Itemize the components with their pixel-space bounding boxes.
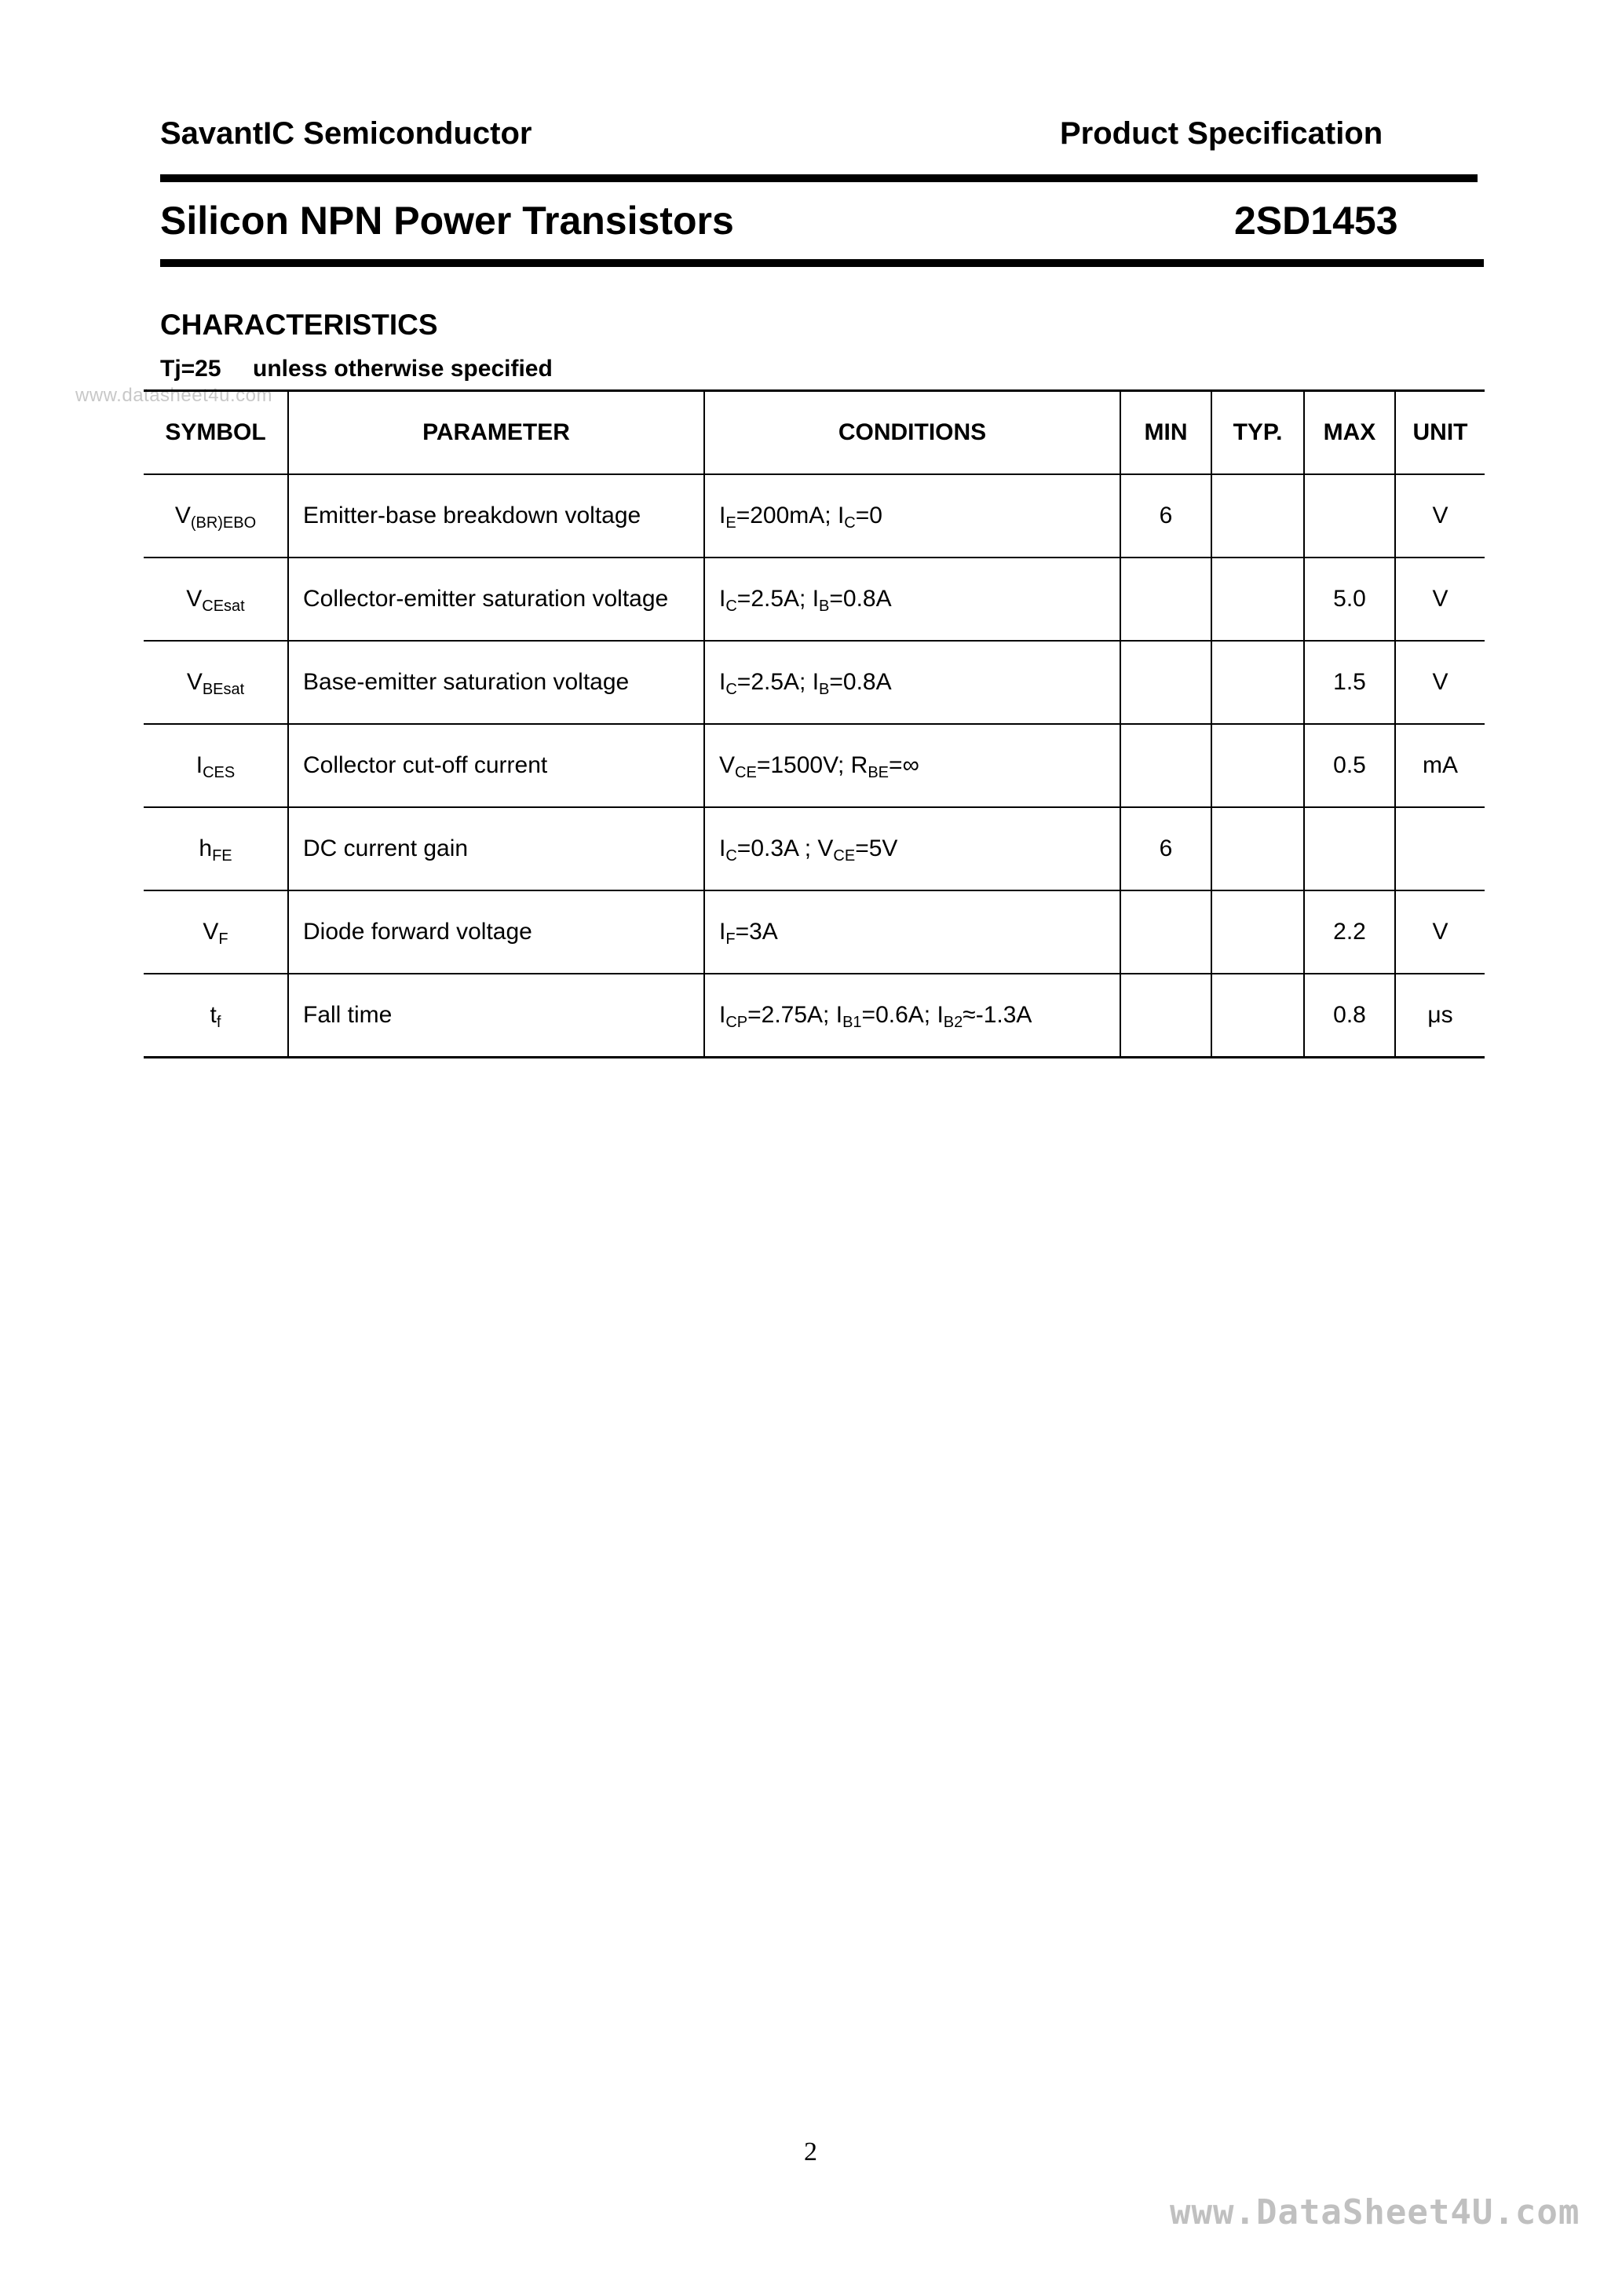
- conditions-cell: $I_{CP}=2.75A$; $I_{B1}=0.6A$; $I_{B2}\approx-1.3A$: [704, 974, 1120, 1058]
- column-header: MIN: [1120, 391, 1211, 475]
- column-header: PARAMETER: [288, 391, 704, 475]
- parameter-cell: Collector-emitter saturation voltage: [288, 558, 704, 641]
- symbol-cell: $t_f$: [144, 974, 288, 1058]
- table-header-row: [144, 391, 1485, 475]
- typ-cell: [1211, 974, 1304, 1058]
- header-rule-top: [160, 174, 1478, 182]
- typ-cell: [1211, 558, 1304, 641]
- table-row: [144, 974, 1485, 1058]
- max-cell: [1304, 474, 1395, 558]
- parameter-cell: Collector cut-off current: [288, 724, 704, 807]
- table-row: [144, 807, 1485, 890]
- watermark-bottom: www.DataSheet4U.com: [1170, 2192, 1580, 2232]
- table-row: [144, 641, 1485, 724]
- conditions-cell: $I_F=3A$: [704, 890, 1120, 974]
- max-cell: 0.5: [1304, 724, 1395, 807]
- symbol-cell: $h_{FE}$: [144, 807, 288, 890]
- min-cell: [1120, 558, 1211, 641]
- watermark-top: www.datasheet4u.com: [75, 385, 272, 406]
- unit-cell: V: [1395, 558, 1485, 641]
- section-heading: CHARACTERISTICS: [160, 309, 438, 341]
- column-header: TYP.: [1211, 391, 1304, 475]
- table-row: [144, 558, 1485, 641]
- symbol-cell: $V_{CEsat}$: [144, 558, 288, 641]
- max-cell: [1304, 807, 1395, 890]
- product-title: Silicon NPN Power Transistors: [160, 199, 734, 243]
- unit-cell: μs: [1395, 974, 1485, 1058]
- min-cell: [1120, 890, 1211, 974]
- unit-cell: V: [1395, 641, 1485, 724]
- temperature-label: Tj=25: [160, 356, 221, 382]
- unit-cell: V: [1395, 890, 1485, 974]
- column-header: SYMBOL: [144, 391, 288, 475]
- conditions-cell: $I_C=2.5A$; $I_B=0.8A$: [704, 558, 1120, 641]
- min-cell: [1120, 641, 1211, 724]
- characteristics-table: [144, 389, 1485, 1058]
- parameter-cell: Base-emitter saturation voltage: [288, 641, 704, 724]
- symbol-cell: $I_{CES}$: [144, 724, 288, 807]
- max-cell: 0.8: [1304, 974, 1395, 1058]
- typ-cell: [1211, 890, 1304, 974]
- typ-cell: [1211, 641, 1304, 724]
- column-header: MAX: [1304, 391, 1395, 475]
- parameter-cell: Fall time: [288, 974, 704, 1058]
- max-cell: 2.2: [1304, 890, 1395, 974]
- unit-cell: V: [1395, 474, 1485, 558]
- conditions-cell: $I_C=2.5A$; $I_B=0.8A$: [704, 641, 1120, 724]
- symbol-cell: $V_{BEsat}$: [144, 641, 288, 724]
- table-row: [144, 474, 1485, 558]
- symbol-cell: $V_F$: [144, 890, 288, 974]
- parameter-cell: Diode forward voltage: [288, 890, 704, 974]
- part-number: 2SD1453: [1234, 199, 1398, 243]
- parameter-cell: DC current gain: [288, 807, 704, 890]
- header-rule-bottom: [160, 259, 1484, 267]
- min-cell: [1120, 974, 1211, 1058]
- typ-cell: [1211, 724, 1304, 807]
- symbol-cell: $V_{(BR)EBO}$: [144, 474, 288, 558]
- conditions-cell: $V_{CE}=1500V$; $R_{BE}=\infty$: [704, 724, 1120, 807]
- conditions-cell: $I_E=200mA$; $I_C=0$: [704, 474, 1120, 558]
- parameter-cell: Emitter-base breakdown voltage: [288, 474, 704, 558]
- min-cell: 6: [1120, 807, 1211, 890]
- typ-cell: [1211, 807, 1304, 890]
- company-name: SavantIC Semiconductor: [160, 116, 532, 151]
- unit-cell: mA: [1395, 724, 1485, 807]
- page-number: 2: [804, 2137, 817, 2166]
- max-cell: 1.5: [1304, 641, 1395, 724]
- column-header: CONDITIONS: [704, 391, 1120, 475]
- min-cell: 6: [1120, 474, 1211, 558]
- document-type: Product Specification: [1060, 116, 1383, 151]
- table-row: [144, 724, 1485, 807]
- unit-cell: [1395, 807, 1485, 890]
- conditions-cell: $I_C=0.3A$ ; $V_{CE}=5V$: [704, 807, 1120, 890]
- column-header: UNIT: [1395, 391, 1485, 475]
- table-row: [144, 890, 1485, 974]
- max-cell: 5.0: [1304, 558, 1395, 641]
- min-cell: [1120, 724, 1211, 807]
- temperature-note: unless otherwise specified: [253, 356, 553, 382]
- typ-cell: [1211, 474, 1304, 558]
